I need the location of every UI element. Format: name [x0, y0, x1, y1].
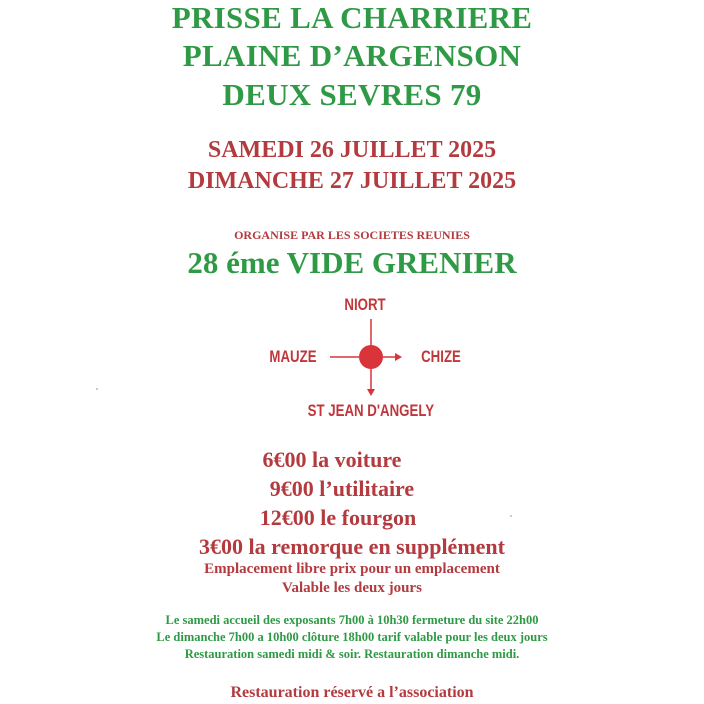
- price-note-validity: Valable les deux jours: [282, 580, 422, 596]
- price-van: 12€00 le fourgon: [259, 505, 417, 530]
- event-title: 28 éme VIDE GRENIER: [187, 245, 517, 280]
- compass-east-label: CHIZE: [421, 347, 461, 366]
- info-saturday: Le samedi accueil des exposants 7h00 à 10h30 fermeture du site 22h00: [165, 613, 539, 627]
- price-trailer: 3€00 la remorque en supplément: [199, 534, 505, 559]
- compass-north-label: NIORT: [344, 295, 386, 314]
- compass-west-label: MAUZE: [269, 347, 317, 366]
- price-note-slot: Emplacement libre prix pour un emplacement: [204, 561, 500, 577]
- price-car: 6€00 la voiture: [262, 447, 402, 472]
- compass-arrow-east-icon: [395, 353, 402, 361]
- compass-south-label: ST JEAN D'ANGELY: [307, 401, 435, 420]
- title-plain: PLAINE D’ARGENSON: [182, 38, 522, 73]
- organizer-text: ORGANISE PAR LES SOCIETES REUNIES: [234, 228, 470, 242]
- info-sunday: Le dimanche 7h00 a 10h00 clôture 18h00 tarif valable pour les deux jours: [156, 630, 548, 644]
- location-dot-icon: [359, 345, 383, 369]
- title-town: PRISSE LA CHARRIERE: [171, 0, 533, 35]
- date-sunday: DIMANCHE 27 JUILLET 2025: [187, 168, 517, 194]
- compass-arrow-south-icon: [367, 389, 375, 396]
- info-catering: Restauration samedi midi & soir. Restauration dimanche midi.: [184, 647, 520, 661]
- title-department: DEUX SEVRES 79: [222, 77, 482, 112]
- price-utility: 9€00 l’utilitaire: [269, 476, 415, 501]
- footer-catering-note: Restauration réservé a l’association: [230, 684, 474, 701]
- scan-speck: [96, 388, 98, 390]
- direction-compass: [0, 290, 704, 430]
- scan-speck: [510, 515, 512, 517]
- date-saturday: SAMEDI 26 JUILLET 2025: [207, 137, 497, 163]
